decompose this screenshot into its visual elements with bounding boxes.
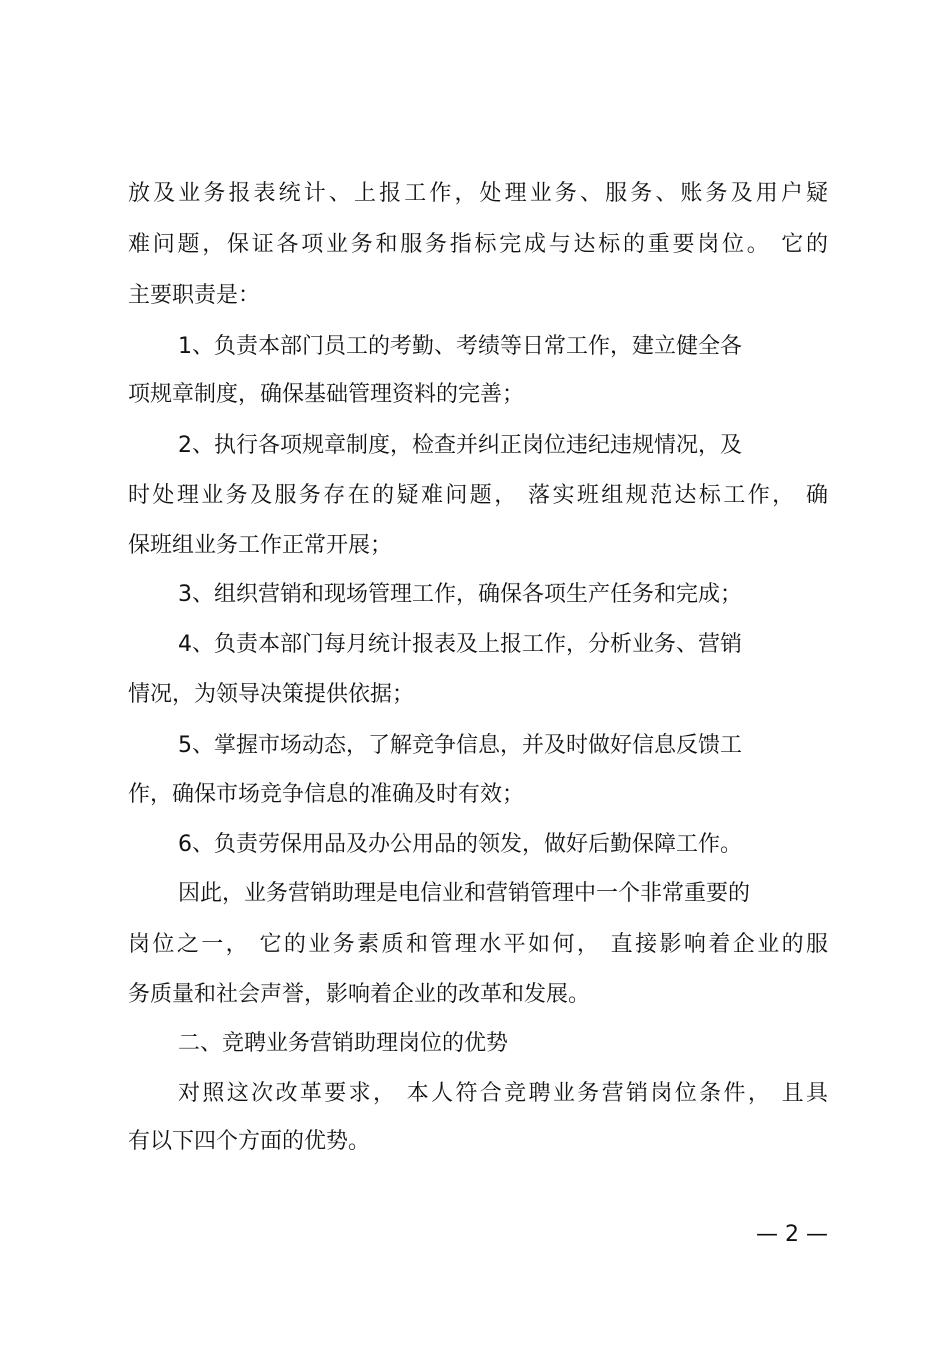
paragraph-line: 有以下四个方面的优势。 <box>128 1129 371 1154</box>
paragraph-line: 6、负责劳保用品及办公用品的领发，做好后勤保障工作。 <box>178 832 742 857</box>
paragraph-line: 4、负责本部门每月统计报表及上报工作，分析业务、营销 <box>178 632 742 657</box>
paragraph-line: 对照这次改革要求， 本人符合竞聘业务营销岗位条件， 且具 <box>178 1081 828 1106</box>
section-heading: 二、竞聘业务营销助理岗位的优势 <box>178 1031 509 1056</box>
paragraph-line: 作，确保市场竞争信息的准确及时有效； <box>128 782 525 807</box>
paragraph-line: 时处理业务及服务存在的疑难问题， 落实班组规范达标工作， 确 <box>128 483 828 508</box>
page-number: — 2 — <box>756 1222 828 1247</box>
paragraph-line: 岗位之一， 它的业务素质和管理水平如何， 直接影响着企业的服 <box>128 932 828 957</box>
paragraph-line: 放及业务报表统计、上报工作，处理业务、服务、账务及用户疑 <box>128 181 828 206</box>
paragraph-line: 主要职责是： <box>128 283 261 308</box>
paragraph-line: 因此，业务营销助理是电信业和营销管理中一个非常重要的 <box>178 881 751 906</box>
paragraph-line: 项规章制度，确保基础管理资料的完善； <box>128 382 525 407</box>
paragraph-line: 2、执行各项规章制度，检查并纠正岗位违纪违规情况，及 <box>178 433 742 458</box>
paragraph-line: 难问题，保证各项业务和服务指标完成与达标的重要岗位。 它的 <box>128 232 828 257</box>
paragraph-line: 务质量和社会声誉，影响着企业的改革和发展。 <box>128 982 591 1007</box>
paragraph-line: 3、组织营销和现场管理工作，确保各项生产任务和完成； <box>178 582 742 607</box>
paragraph-line: 5、掌握市场动态，了解竞争信息，并及时做好信息反馈工 <box>178 733 742 758</box>
paragraph-line: 保班组业务工作正常开展； <box>128 533 393 558</box>
paragraph-line: 情况，为领导决策提供依据； <box>128 682 415 707</box>
paragraph-line: 1、负责本部门员工的考勤、考绩等日常工作，建立健全各 <box>178 334 742 359</box>
